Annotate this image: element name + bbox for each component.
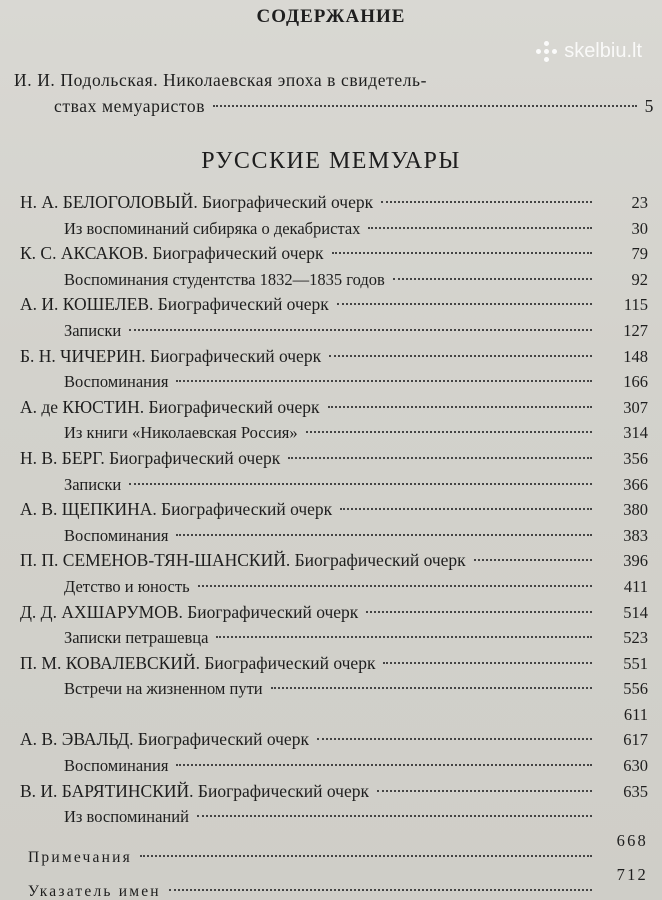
toc-row xyxy=(0,804,662,830)
author-entry: А. В. ЭВАЛЬД. Биографический очерк xyxy=(20,729,309,750)
work-entry: Встречи на жизненном пути xyxy=(64,679,263,699)
page-number: 635 xyxy=(623,781,648,801)
page-number: 523 xyxy=(623,628,648,648)
toc-row xyxy=(0,318,662,344)
author-entry: Б. Н. ЧИЧЕРИН. Биографический очерк xyxy=(20,345,322,366)
leader-dots xyxy=(169,889,592,891)
intro-line-2: ствах мемуаристов xyxy=(54,96,206,116)
page-number: 383 xyxy=(623,525,648,545)
page-number: 314 xyxy=(623,423,648,443)
toc-row xyxy=(0,600,662,626)
page-number: 307 xyxy=(623,397,648,417)
leader-dots xyxy=(213,105,637,107)
leader-dots xyxy=(198,585,592,587)
page-number: 411 xyxy=(623,576,648,596)
page-number: 79 xyxy=(631,244,648,264)
toc-row xyxy=(0,497,662,523)
leader-dots xyxy=(366,611,592,613)
leader-dots xyxy=(328,406,592,408)
page-number: 148 xyxy=(623,346,648,366)
work-entry: Записки xyxy=(64,474,122,494)
toc-row xyxy=(0,651,662,677)
leader-dots xyxy=(393,278,592,280)
toc-row xyxy=(0,292,662,318)
work-entry: Воспоминания xyxy=(64,756,169,776)
intro-line-1: И. И. Подольская. Николаевская эпоха в свидетель- xyxy=(14,70,428,90)
toc-row xyxy=(0,779,662,805)
author-entry: А. де КЮСТИН. Биографический очерк xyxy=(20,396,320,417)
leader-dots xyxy=(176,764,592,766)
work-entry: Записки петрашевца xyxy=(64,628,209,648)
author-entry: К. С. АКСАКОВ. Биографический очерк xyxy=(20,243,324,264)
work-entry: Из воспоминаний xyxy=(64,807,189,827)
work-entry: Записки xyxy=(64,320,122,340)
watermark-logo-icon xyxy=(536,41,558,63)
page-number: 630 xyxy=(623,756,648,776)
page-number: 23 xyxy=(631,193,648,212)
page-number: 668 xyxy=(616,831,648,850)
page-number: 30 xyxy=(631,218,648,238)
page-number: 396 xyxy=(623,551,648,571)
leader-dots xyxy=(306,431,592,433)
leader-dots xyxy=(337,303,592,305)
toc-tail-row xyxy=(0,832,662,849)
toc-row xyxy=(0,420,662,446)
toc-row xyxy=(0,548,662,574)
toc-tail-row xyxy=(0,883,662,900)
page-number: 380 xyxy=(623,500,648,520)
page-number: 127 xyxy=(623,320,648,340)
intro-line-2-row xyxy=(14,96,654,117)
tail-entry: Указатель имен xyxy=(28,883,161,900)
page-number: 514 xyxy=(623,602,648,622)
leader-dots xyxy=(377,790,592,792)
leader-dots xyxy=(340,508,592,510)
toc-row xyxy=(0,727,662,753)
author-entry: Н. А. БЕЛОГОЛОВЫЙ. Биографический очерк xyxy=(20,192,374,212)
toc-row xyxy=(0,523,662,549)
leader-dots xyxy=(197,815,592,817)
toc-title: СОДЕРЖАНИЕ xyxy=(256,6,406,27)
leader-dots xyxy=(216,636,592,638)
leader-dots xyxy=(176,380,592,382)
author-entry: В. И. БАРЯТИНСКИЙ. Биографический очерк xyxy=(20,780,369,801)
tail-entry: Примечания xyxy=(28,849,132,866)
leader-dots xyxy=(176,534,592,536)
page-number: 611 xyxy=(623,704,648,724)
toc-row xyxy=(0,241,662,267)
toc-row xyxy=(0,574,662,600)
leader-dots xyxy=(383,662,592,664)
toc-row xyxy=(0,369,662,395)
toc-row xyxy=(0,446,662,472)
toc-row xyxy=(0,190,662,216)
leader-dots xyxy=(271,687,592,689)
page-number: 712 xyxy=(616,865,648,884)
author-entry: Н. В. БЕРГ. Биографический очерк xyxy=(20,447,281,468)
toc-row xyxy=(0,625,662,651)
toc-entries xyxy=(0,190,662,830)
toc-row xyxy=(0,216,662,242)
work-entry: Детство и юность xyxy=(64,576,190,596)
toc-row xyxy=(0,702,662,728)
leader-dots xyxy=(129,329,592,331)
leader-dots xyxy=(129,483,592,485)
watermark xyxy=(536,40,642,63)
page-number: 115 xyxy=(623,295,648,315)
author-entry: А. В. ЩЕПКИНА. Биографический очерк xyxy=(20,499,333,520)
author-entry: А. И. КОШЕЛЕВ. Биографический очерк xyxy=(20,294,329,315)
intro-page: 5 xyxy=(644,96,654,116)
toc-row xyxy=(0,676,662,702)
author-entry: П. П. СЕМЕНОВ-ТЯН-ШАНСКИЙ. Биографический очерк xyxy=(20,550,466,571)
author-entry: П. М. КОВАЛЕВСКИЙ. Биографический очерк xyxy=(20,652,376,673)
leader-dots xyxy=(381,201,592,203)
author-entry: Д. Д. АХШАРУМОВ. Биографический очерк xyxy=(20,601,359,622)
page-number: 556 xyxy=(623,679,648,699)
leader-dots xyxy=(474,559,592,561)
toc-row xyxy=(0,472,662,498)
leader-dots xyxy=(329,355,592,357)
page-number: 92 xyxy=(631,269,648,289)
page-number: 617 xyxy=(623,730,648,750)
toc-tail-row xyxy=(0,849,662,866)
intro-entry xyxy=(14,70,654,117)
toc-row xyxy=(0,267,662,293)
work-entry: Из воспоминаний сибиряка о декабристах xyxy=(64,218,361,238)
toc-row xyxy=(0,344,662,370)
work-entry: Воспоминания студентства 1832—1835 годов xyxy=(64,269,385,289)
work-entry: Воспоминания xyxy=(64,372,169,392)
leader-dots xyxy=(140,855,592,857)
leader-dots xyxy=(288,457,592,459)
page-number: 166 xyxy=(623,372,648,392)
toc-tail xyxy=(0,832,662,900)
work-entry: Из книги «Николаевская Россия» xyxy=(64,423,298,443)
section-heading: РУССКИЕ МЕМУАРЫ xyxy=(201,148,461,174)
leader-dots xyxy=(332,252,592,254)
work-entry: Воспоминания xyxy=(64,525,169,545)
toc-row xyxy=(0,753,662,779)
toc-row xyxy=(0,395,662,421)
watermark-text: skelbiu.lt xyxy=(564,40,642,62)
leader-dots xyxy=(317,738,592,740)
toc-tail-row xyxy=(0,866,662,883)
page-number: 356 xyxy=(623,448,648,468)
page-number: 551 xyxy=(623,653,648,673)
leader-dots xyxy=(368,227,592,229)
page-number: 366 xyxy=(623,474,648,494)
